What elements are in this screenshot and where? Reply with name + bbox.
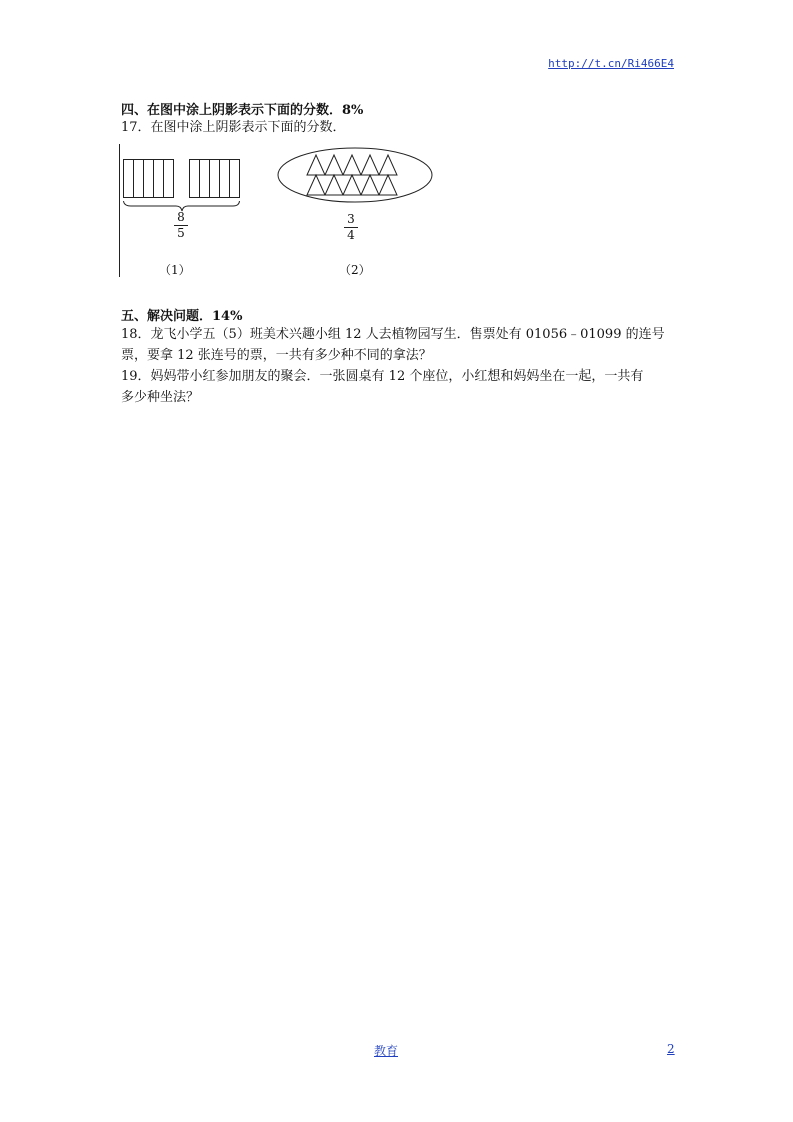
section-4-title: 四、在图中涂上阴影表示下面的分数．8%	[121, 103, 364, 118]
triangles-row-1	[307, 155, 397, 175]
question-19-line-1: 19．妈妈带小红参加朋友的聚会．一张圆桌有 12 个座位，小红想和妈妈坐在一起，一共有	[121, 369, 644, 384]
question-18-line-1: 18．龙飞小学五（5）班美术兴趣小组 12 人去植物园写生．售票处有 01056﹣01099 的连号	[121, 327, 665, 342]
figure-2-label: （2）	[339, 263, 371, 277]
section-5-title: 五、解决问题．14%	[121, 309, 243, 324]
fraction-2-denominator: 4	[347, 228, 355, 242]
fraction-1-numerator: 8	[177, 210, 185, 224]
fraction-2	[341, 213, 361, 242]
figure-1-label: （1）	[159, 263, 191, 277]
question-19-line-2: 多少种坐法？	[121, 390, 200, 405]
fraction-2-numerator: 3	[347, 212, 355, 226]
figure-1-rectangles	[119, 144, 249, 214]
triangles-row-2	[307, 175, 397, 195]
question-17: 17．在图中涂上阴影表示下面的分数．	[121, 120, 346, 135]
fraction-figures	[119, 144, 439, 278]
rectangle-2	[190, 160, 240, 198]
fraction-1	[171, 211, 191, 240]
fraction-1-denominator: 5	[177, 226, 185, 240]
question-18	[121, 324, 677, 408]
figure-2-triangles	[275, 144, 437, 206]
page-number[interactable]: 2	[667, 1042, 675, 1056]
header-url-link[interactable]: http://t.cn/Ri466E4	[548, 57, 674, 70]
question-18-line-2: 票，要拿 12 张连号的票，一共有多少种不同的拿法？	[121, 348, 432, 363]
footer-link[interactable]: 教育	[374, 1044, 399, 1058]
rectangle-1	[124, 160, 174, 198]
